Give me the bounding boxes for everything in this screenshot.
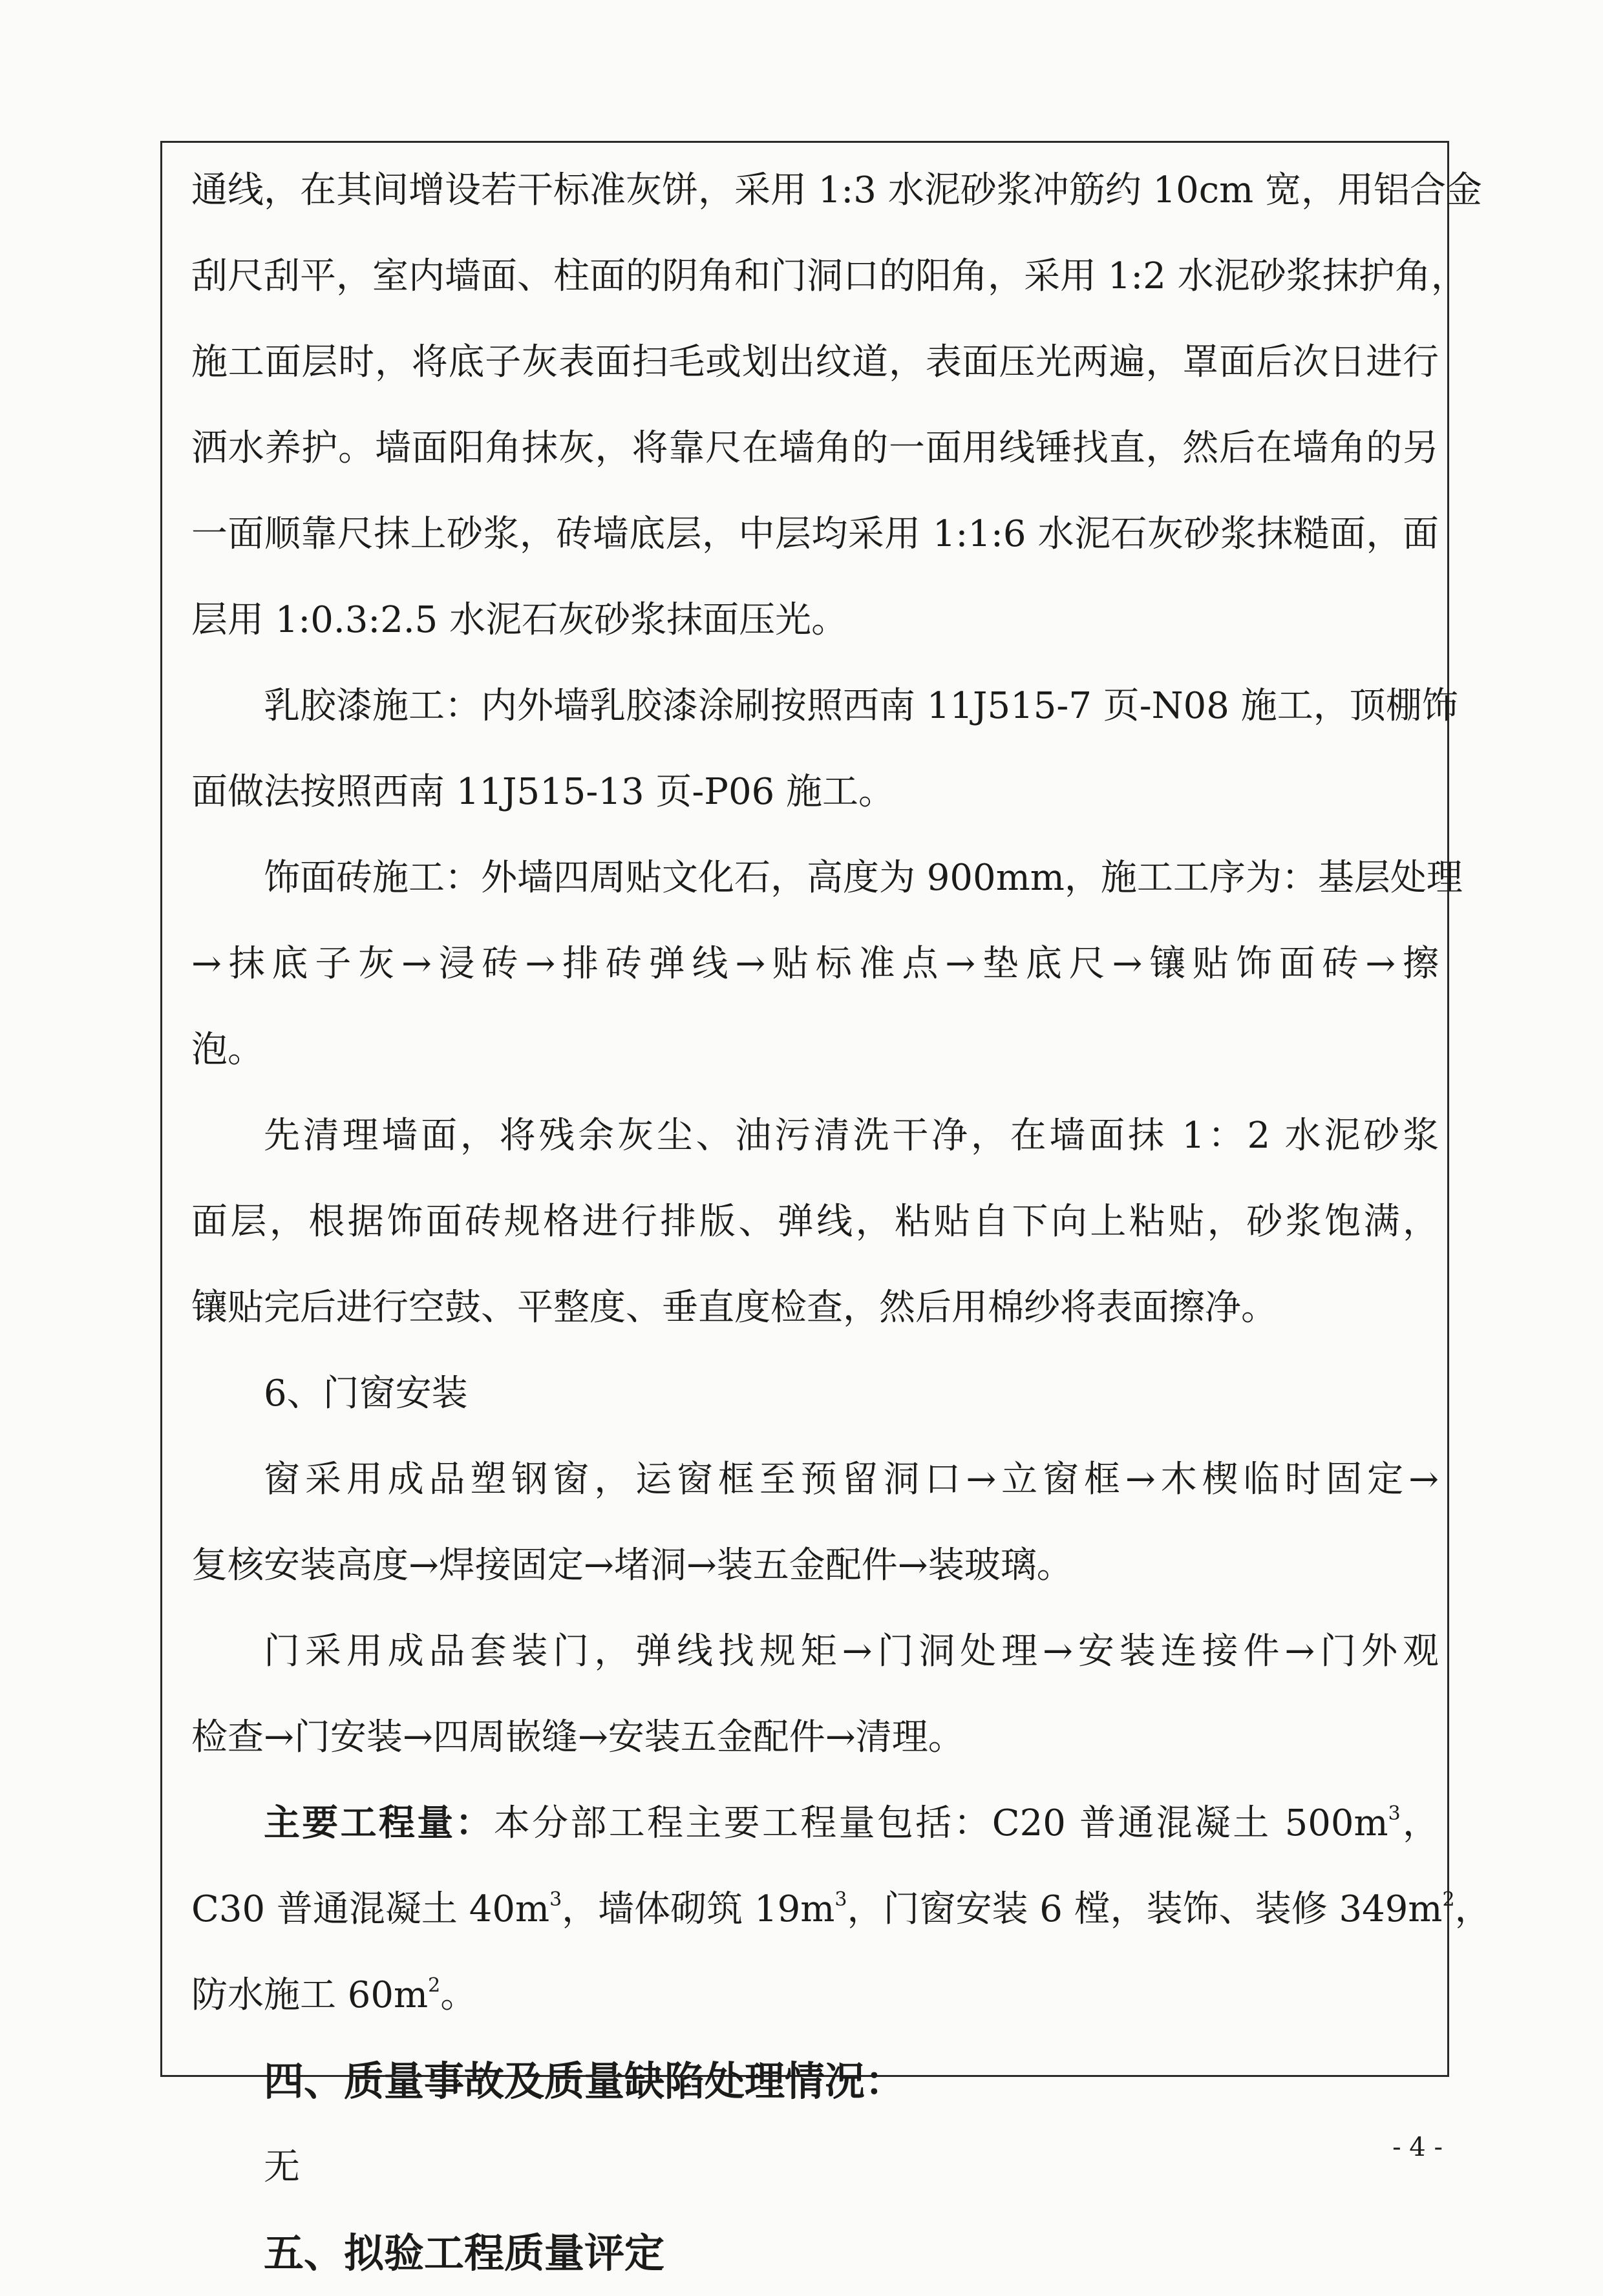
subsection-heading: 6、门窗安装	[264, 1373, 468, 1415]
text-line: 饰面砖施工：外墙四周贴文化石，高度为 900mm，施工工序为：基层处理	[264, 857, 1463, 899]
section-heading-4: 四、质量事故及质量缺陷处理情况：	[264, 2058, 906, 2105]
quantities-line: 防水施工 $60m^2$。	[191, 1974, 477, 2016]
section-4-content: 无	[264, 2146, 300, 2188]
text-line: 镶贴完后进行空鼓、平整度、垂直度检查，然后用棉纱将表面擦净。	[191, 1287, 1277, 1329]
text-line: 刮尺刮平，室内墙面、柱面的阴角和门洞口的阳角，采用 1:2 水泥砂浆抹护角，	[191, 255, 1467, 297]
quantities-line: C30 普通混凝土 $40m^3$，墙体砌筑 $19m^3$，门窗安装 6 樘，装饰、装修 $349m^2$，	[191, 1888, 1491, 1930]
text-line: 检查→门安装→四周嵌缝→安装五金配件→清理。	[191, 1716, 964, 1758]
section-heading-5: 五、拟验工程质量评定	[264, 2229, 665, 2277]
text-line: 面层，根据饰面砖规格进行排版、弹线，粘贴自下向上粘贴，砂浆饱满，	[191, 1201, 1439, 1243]
text-line: 一面顺靠尺抹上砂浆，砖墙底层，中层均采用 1:1:6 水泥石灰砂浆抹糙面，面	[191, 513, 1439, 555]
page-number: - 4 -	[1392, 2133, 1443, 2162]
text-line: 泡。	[191, 1029, 264, 1071]
quantities-line: 主要工程量：本分部工程主要工程量包括：C20 普通混凝土 $500m^3$，	[264, 1802, 1439, 1844]
text-line: 门采用成品套装门，弹线找规矩→门洞处理→安装连接件→门外观	[264, 1630, 1439, 1672]
text-line: 洒水养护。墙面阳角抹灰，将靠尺在墙角的一面用线锤找直，然后在墙角的另	[191, 427, 1439, 469]
text-line: 层用 1:0.3:2.5 水泥石灰砂浆抹面压光。	[191, 599, 848, 641]
text-line: 面做法按照西南 11J515-13 页-P06 施工。	[191, 771, 895, 813]
text-line: 通线，在其间增设若干标准灰饼，采用 1:3 水泥砂浆冲筋约 10cm 宽，用铝合金	[191, 169, 1483, 211]
text-line: 先清理墙面，将残余灰尘、油污清洗干净，在墙面抹 1：2 水泥砂浆	[264, 1115, 1439, 1157]
text-line: →抹底子灰→浸砖→排砖弹线→贴标准点→垫底尺→镶贴饰面砖→擦	[191, 943, 1439, 985]
text-line: 复核安装高度→焊接固定→堵洞→装五金配件→装玻璃。	[191, 1544, 1073, 1586]
quantities-label: 主要工程量：	[264, 1802, 494, 1844]
text-line: 窗采用成品塑钢窗，运窗框至预留洞口→立窗框→木楔临时固定→	[264, 1459, 1439, 1501]
text-line: 施工面层时，将底子灰表面扫毛或划出纹道，表面压光两遍，罩面后次日进行	[191, 341, 1439, 383]
text-line: 乳胶漆施工：内外墙乳胶漆涂刷按照西南 11J515-7 页-N08 施工，顶棚饰	[264, 685, 1458, 727]
document-body	[191, 147, 1491, 2296]
